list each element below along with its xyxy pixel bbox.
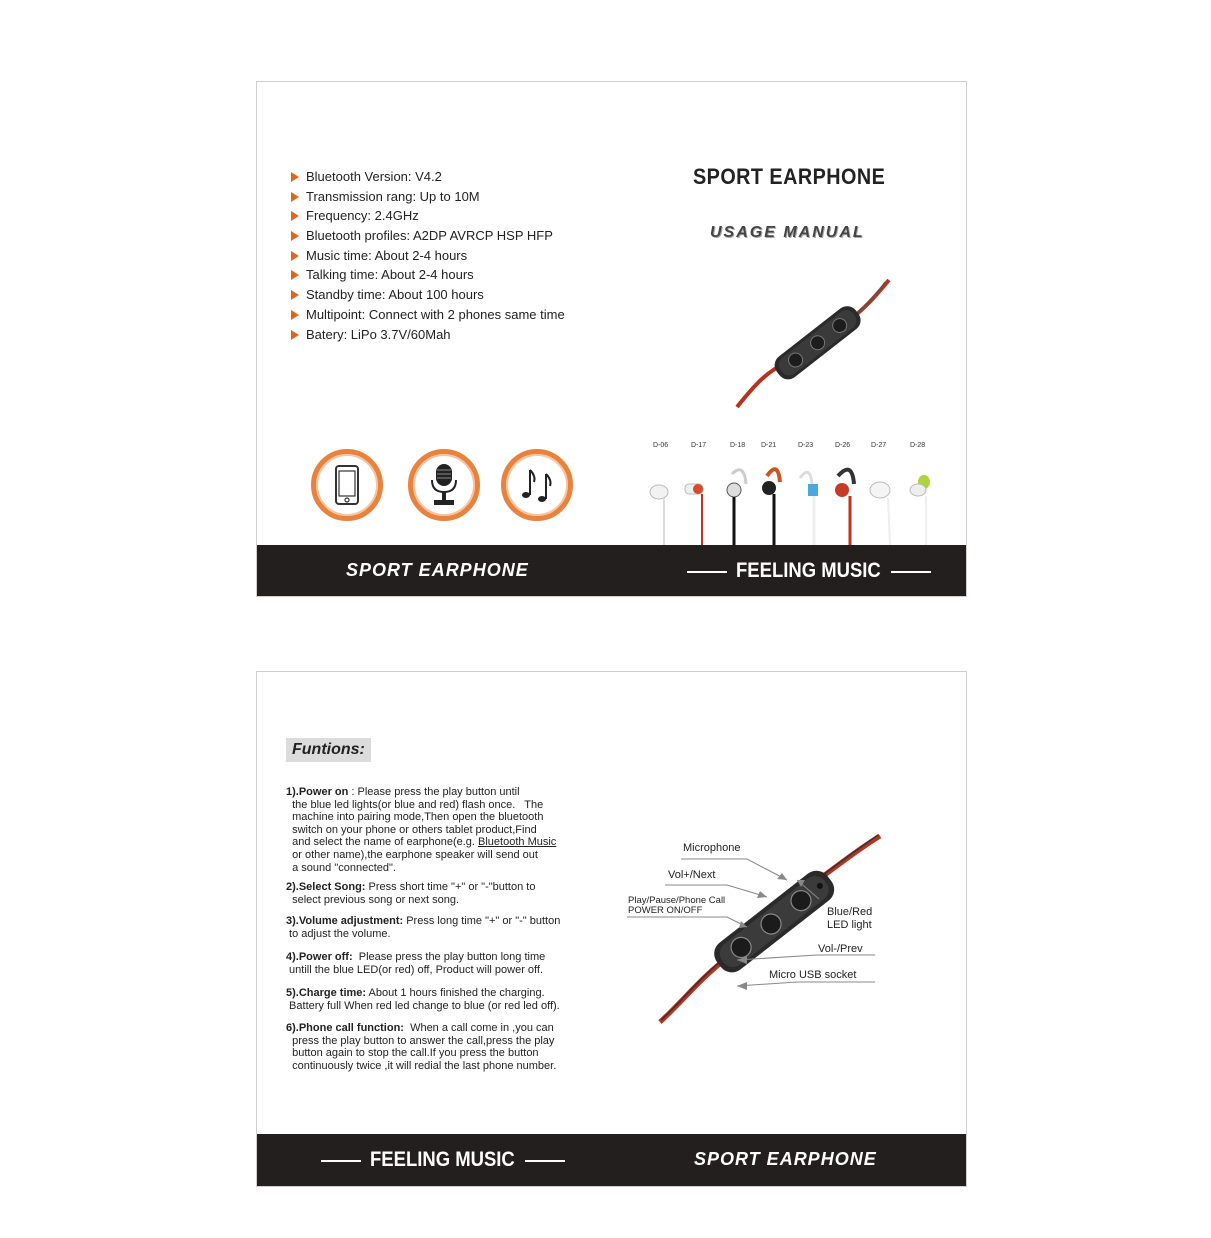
function-item: [286, 786, 606, 874]
spec-item: Multipoint: Connect with 2 phones same time: [289, 305, 565, 325]
music-notes-icon: [501, 449, 573, 521]
spec-item: Transmission rang: Up to 10M: [289, 187, 565, 207]
function-text: Press long time "+" or "-" button to adjust the volume.: [289, 915, 561, 940]
function-heading: 1).Power on: [286, 786, 349, 798]
earphone-models-image: [642, 454, 942, 546]
function-item: [286, 987, 606, 1012]
spec-item: Bluetooth profiles: A2DP AVRCP HSP HFP: [289, 226, 565, 246]
remote-control-image: [727, 272, 897, 412]
model-label: D-06: [653, 442, 669, 449]
function-item: [286, 915, 606, 940]
spec-item: Music time: About 2-4 hours: [289, 246, 565, 266]
band-feeling-music: FEELING MUSIC: [736, 559, 881, 582]
function-heading: 2).Select Song:: [286, 881, 366, 893]
spec-item: Bluetooth Version: V4.2: [289, 167, 565, 187]
function-heading: 6).Phone call function:: [286, 1022, 404, 1034]
function-text: About 1 hours finished the charging. Battery full When red led change to blue (or red led off).: [289, 987, 560, 1012]
function-heading: 5).Charge time:: [286, 987, 367, 999]
band-sport-earphone: SPORT EARPHONE: [694, 1149, 877, 1169]
label-vol-next: Vol+/Next: [668, 869, 716, 881]
function-text: Please press the play button long time untill the blue LED(or red) off, Product will power off.: [289, 951, 546, 976]
label-usb-socket: Micro USB socket: [769, 969, 857, 981]
spec-item: Frequency: 2.4GHz: [289, 206, 565, 226]
spec-item: Standby time: About 100 hours: [289, 285, 565, 305]
functions-heading: Funtions:: [286, 738, 371, 762]
function-heading: 3).Volume adjustment:: [286, 915, 404, 927]
function-text: or other name),the earphone speaker will send out a sound "connected".: [292, 848, 538, 874]
footer-band: [257, 545, 966, 597]
model-label: D-21: [761, 442, 777, 449]
band-feeling-music: FEELING MUSIC: [370, 1148, 515, 1171]
model-label: D-17: [691, 442, 707, 449]
divider-line: [525, 1160, 565, 1162]
label-play-pause: Play/Pause/Phone Call POWER ON/OFF: [628, 895, 726, 916]
spec-item: Batery: LiPo 3.7V/60Mah: [289, 325, 565, 345]
function-text: Press short time "+" or "-"button to select previous song or next song.: [292, 881, 536, 906]
phone-icon: [311, 449, 383, 521]
model-label: D-26: [835, 442, 851, 449]
product-title: SPORT EARPHONE: [693, 164, 886, 189]
divider-line: [321, 1160, 361, 1162]
function-item: [286, 881, 606, 906]
function-item: [286, 951, 606, 976]
microphone-icon: [408, 449, 480, 521]
spec-list: [289, 167, 565, 344]
function-heading: 4).Power off:: [286, 951, 353, 963]
function-text: When a call come in ,you can press the play button to answer the call,press the play button again to stop the call.If you press the button continuously twice ,it will redial the last phone number.: [292, 1022, 557, 1072]
divider-line: [891, 571, 931, 573]
band-sport-earphone: SPORT EARPHONE: [346, 560, 529, 580]
function-item: [286, 1022, 606, 1072]
manual-page-cover: [256, 81, 967, 597]
divider-line: [687, 571, 727, 573]
label-microphone: Microphone: [683, 842, 741, 854]
function-link-text: Bluetooth Music: [478, 836, 557, 849]
function-text: : Please press the play button until the blue led lights(or blue and red) flash once. The machine into pairing mode,Then open the bluetooth switch on your phone or others tablet product,Find and select the name of earphone(e.g.: [292, 786, 544, 849]
model-label: D-23: [798, 442, 814, 449]
manual-subtitle: USAGE MANUAL: [710, 224, 865, 241]
spec-item: Talking time: About 2-4 hours: [289, 265, 565, 285]
model-label: D-28: [910, 442, 926, 449]
label-led-light: Blue/Red LED light: [827, 906, 873, 931]
model-label: D-27: [871, 442, 887, 449]
footer-band: [257, 1134, 966, 1186]
model-label: D-18: [730, 442, 746, 449]
label-vol-prev: Vol-/Prev: [818, 943, 863, 955]
manual-page-functions: [256, 671, 967, 1187]
